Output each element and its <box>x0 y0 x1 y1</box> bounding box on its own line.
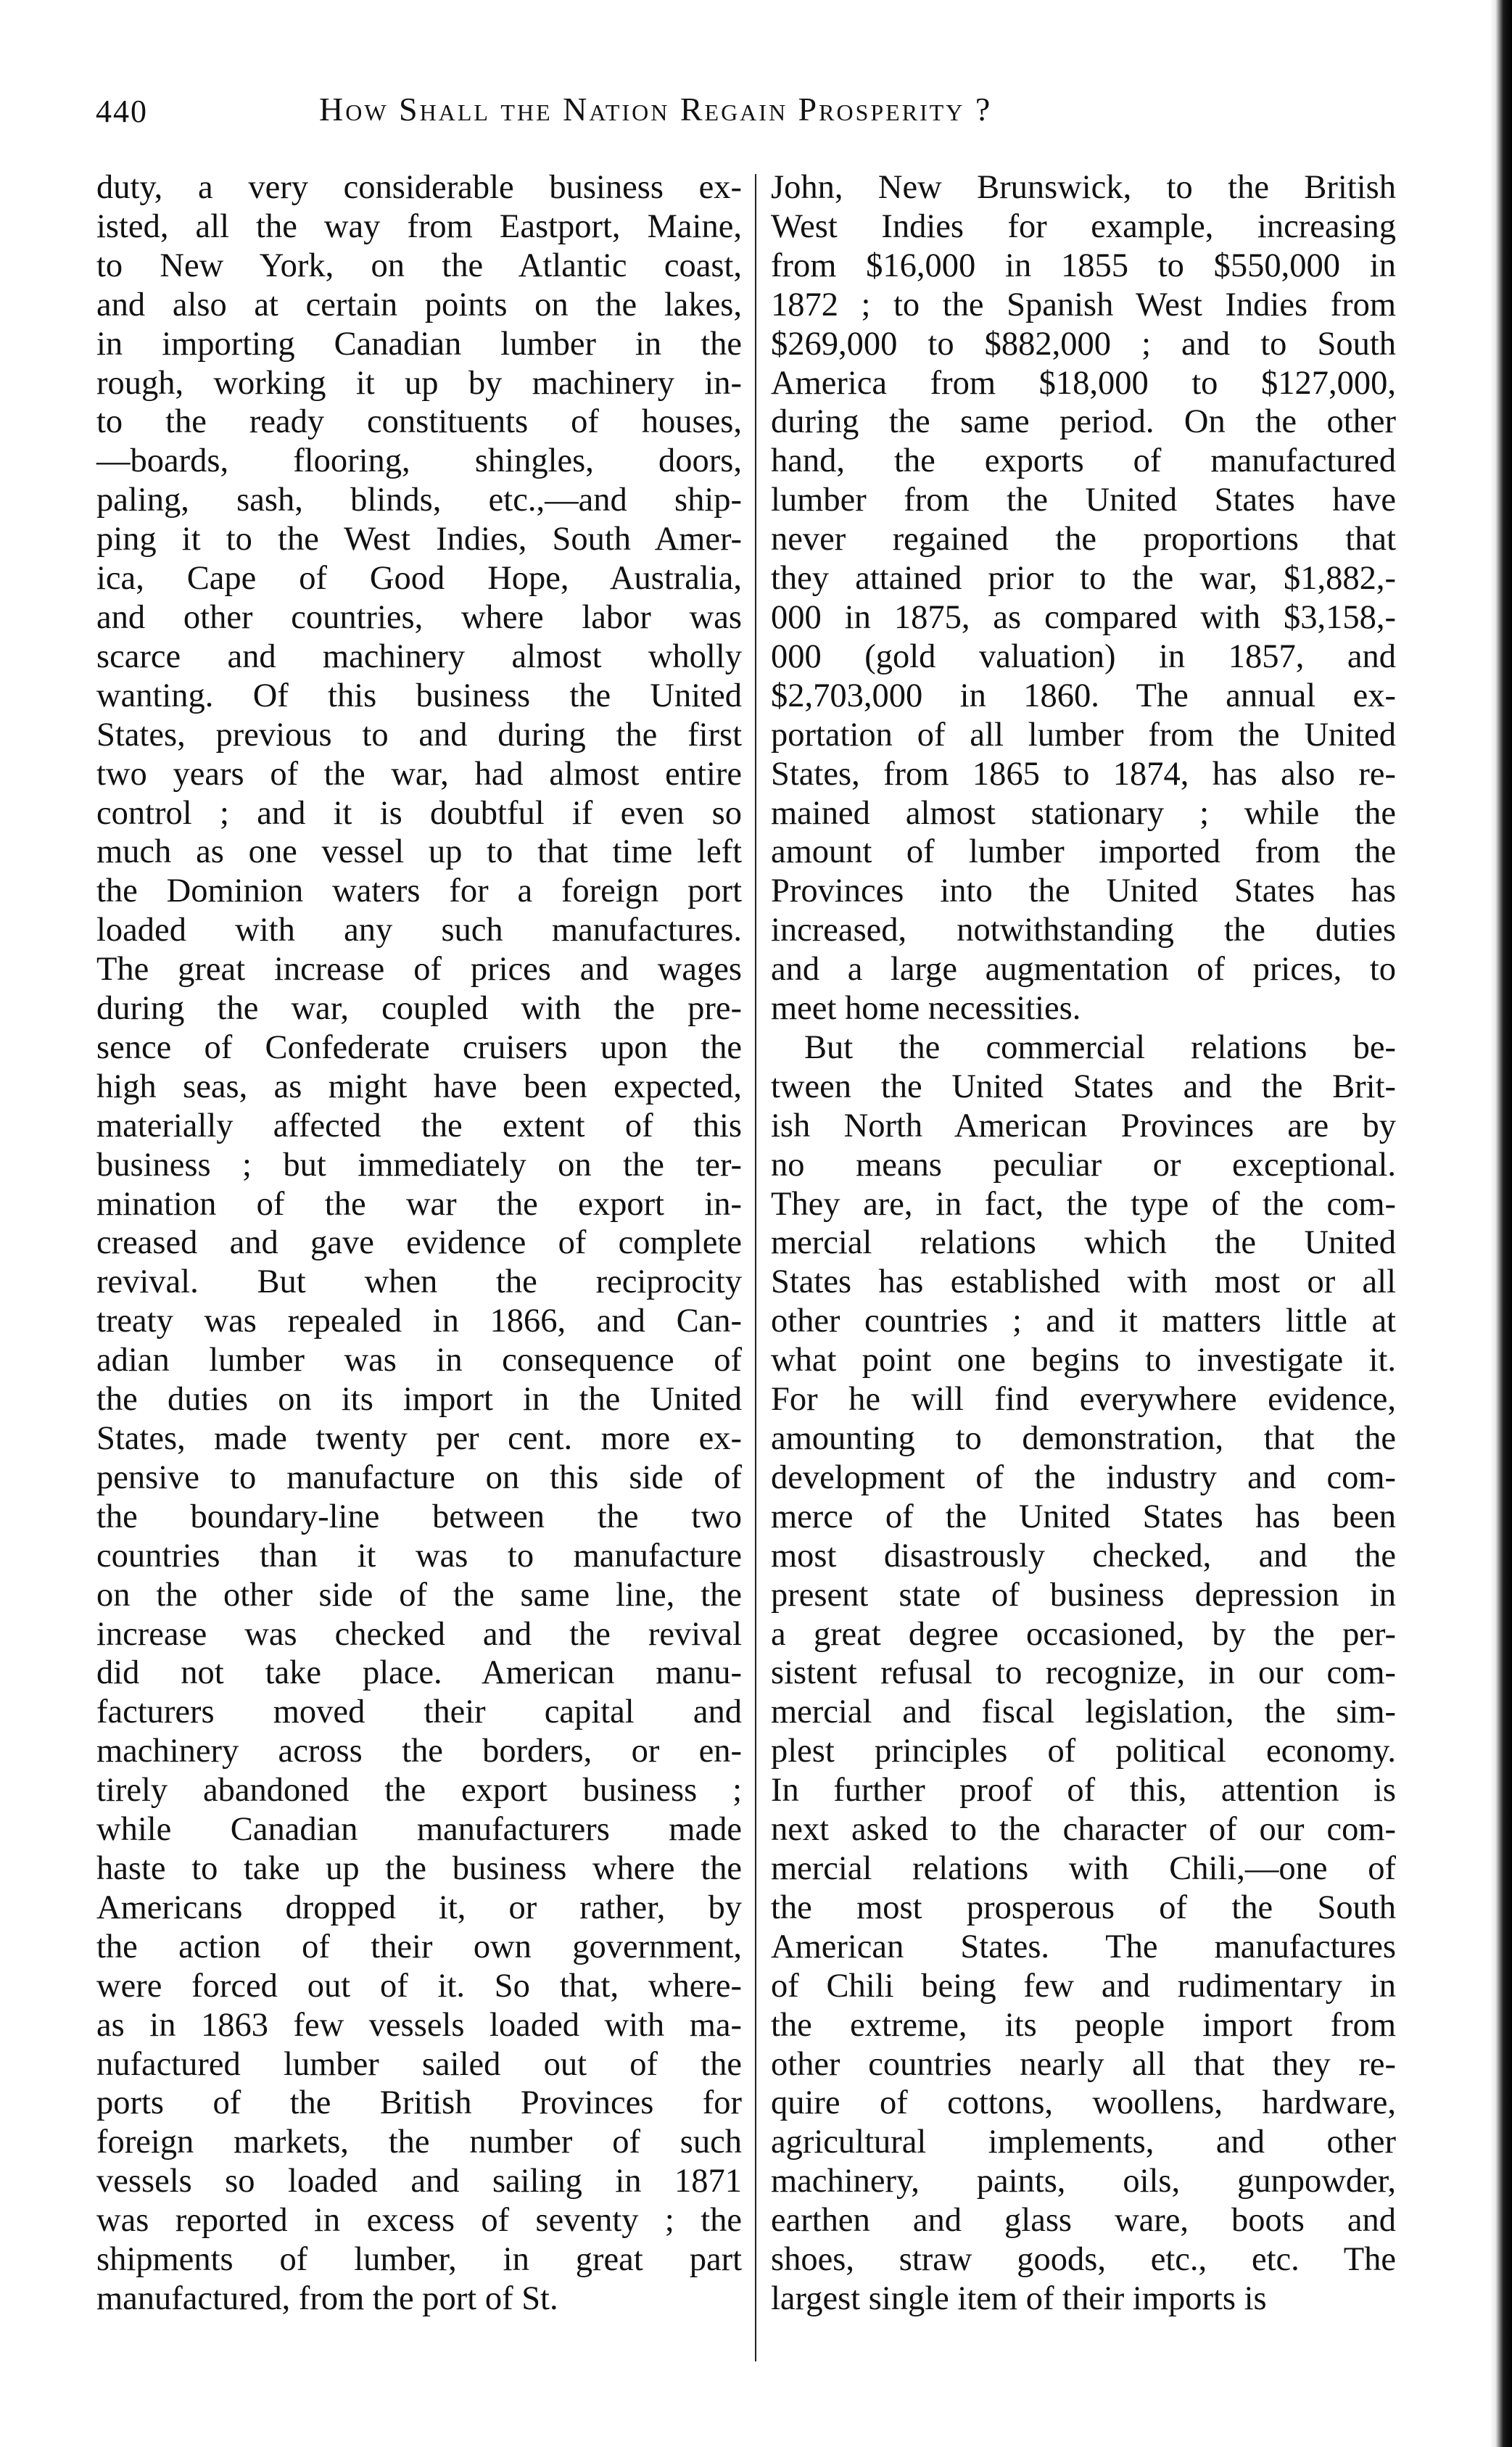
text-line: —boards, flooring, shingles, doors, <box>96 442 742 480</box>
text-line: control ; and it is doubtful if even so <box>96 794 742 832</box>
text-line: Americans dropped it, or rather, by <box>96 1889 742 1926</box>
text-line: to the ready constituents of houses, <box>96 403 742 441</box>
column-divider <box>755 174 756 2361</box>
text-line: increase was checked and the revival <box>96 1615 742 1653</box>
text-line: development of the industry and com- <box>771 1458 1396 1496</box>
text-line: tween the United States and the Brit- <box>771 1068 1396 1105</box>
page-binding-edge <box>1490 0 1512 2447</box>
text-line: shipments of lumber, in great part <box>96 2241 742 2279</box>
text-line: John, New Brunswick, to the British <box>771 169 1396 206</box>
text-line: other countries ; and it matters little at <box>771 1303 1396 1340</box>
text-line: agricultural implements, and other <box>771 2124 1396 2161</box>
text-line: mained almost stationary ; while the <box>771 794 1396 832</box>
text-line: States, previous to and during the first <box>96 716 742 754</box>
text-line: from $16,000 in 1855 to $550,000 in <box>771 247 1396 284</box>
text-line: $269,000 to $882,000 ; and to South <box>771 325 1396 363</box>
text-line: were forced out of it. So that, where- <box>96 1967 742 2005</box>
text-line: pensive to manufacture on this side of <box>96 1458 742 1496</box>
text-line: treaty was repealed in 1866, and Can- <box>96 1303 742 1340</box>
text-line: revival. But when the reciprocity <box>96 1263 742 1301</box>
text-line: loaded with any such manufactures. <box>96 912 742 949</box>
text-line: present state of business depression in <box>771 1576 1396 1614</box>
text-line: facturers moved their capital and <box>96 1693 742 1731</box>
text-line: In further proof of this, attention is <box>771 1772 1396 1810</box>
text-line: American States. The manufactures <box>771 1928 1396 1965</box>
text-line: countries than it was to manufacture <box>96 1537 742 1575</box>
text-line: largest single item of their imports is <box>771 2279 1267 2317</box>
text-line: ish North American Provinces are by <box>771 1107 1396 1144</box>
text-line: ica, Cape of Good Hope, Australia, <box>96 560 742 598</box>
text-line: machinery, paints, oils, gunpowder, <box>771 2163 1396 2200</box>
text-line: mination of the war the export in- <box>96 1185 742 1223</box>
text-line: during the war, coupled with the pre- <box>96 990 742 1028</box>
text-line: mercial relations with Chili,—one of <box>771 1849 1396 1887</box>
text-line: plest principles of political economy. <box>771 1733 1396 1770</box>
text-line: sence of Confederate cruisers upon the <box>96 1028 742 1066</box>
text-line: States, from 1865 to 1874, has also re- <box>771 755 1396 793</box>
text-line: lumber from the United States have <box>771 482 1396 519</box>
text-line: mercial and fiscal legislation, the sim- <box>771 1693 1396 1731</box>
text-line: next asked to the character of our com- <box>771 1811 1396 1849</box>
text-line: amount of lumber imported from the <box>771 833 1396 871</box>
text-line: $2,703,000 in 1860. The annual ex- <box>771 677 1396 714</box>
text-line: the most prosperous of the South <box>771 1889 1396 1926</box>
text-line: vessels so loaded and sailing in 1871 <box>96 2163 742 2200</box>
text-line: increased, notwithstanding the duties <box>771 912 1396 949</box>
text-line: quire of cottons, woollens, hardware, <box>771 2084 1396 2122</box>
text-line: portation of all lumber from the United <box>771 716 1396 754</box>
text-line: adian lumber was in consequence of <box>96 1342 742 1379</box>
text-line: much as one vessel up to that time left <box>96 833 742 871</box>
text-line: materially affected the extent of this <box>96 1107 742 1144</box>
text-line: to New York, on the Atlantic coast, <box>96 247 742 284</box>
text-line: other countries nearly all that they re- <box>771 2045 1396 2083</box>
text-line: isted, all the way from Eastport, Maine, <box>96 207 742 245</box>
text-line: and also at certain points on the lakes, <box>96 286 742 323</box>
text-line: nufactured lumber sailed out of the <box>96 2045 742 2083</box>
text-line: States, made twenty per cent. more ex- <box>96 1420 742 1457</box>
text-line: never regained the proportions that <box>771 521 1396 558</box>
left-text-column <box>96 168 742 2319</box>
text-line: in importing Canadian lumber in the <box>96 325 742 363</box>
text-line: earthen and glass ware, boots and <box>771 2202 1396 2240</box>
text-line: amounting to demonstration, that the <box>771 1420 1396 1457</box>
text-line: while Canadian manufacturers made <box>96 1811 742 1849</box>
text-line: creased and gave evidence of complete <box>96 1224 742 1262</box>
text-line: America from $18,000 to $127,000, <box>771 364 1396 402</box>
text-line: 000 (gold valuation) in 1857, and <box>771 637 1396 675</box>
text-line: and other countries, where labor was <box>96 598 742 636</box>
text-line: the boundary-line between the two <box>96 1498 742 1535</box>
text-line: the Dominion waters for a foreign port <box>96 872 742 910</box>
text-line: rough, working it up by machinery in- <box>96 364 742 402</box>
text-line: the action of their own government, <box>96 1928 742 1965</box>
text-line: on the other side of the same line, the <box>96 1576 742 1614</box>
text-line: 1872 ; to the Spanish West Indies from <box>771 286 1396 323</box>
text-line: scarce and machinery almost wholly <box>96 637 742 675</box>
page-number: 440 <box>96 94 148 129</box>
text-line: was reported in excess of seventy ; the <box>96 2202 742 2240</box>
text-line: two years of the war, had almost entire <box>96 755 742 793</box>
text-line: shoes, straw goods, etc., etc. The <box>771 2241 1396 2279</box>
right-text-column <box>771 168 1396 2319</box>
text-line: meet home necessities. <box>771 990 1081 1028</box>
text-line: as in 1863 few vessels loaded with ma- <box>96 2006 742 2044</box>
text-line: tirely abandoned the export business ; <box>96 1772 742 1810</box>
text-line: mercial relations which the United <box>771 1224 1396 1262</box>
text-line: paling, sash, blinds, etc.,—and ship- <box>96 482 742 519</box>
text-line: and a large augmentation of prices, to <box>771 951 1396 989</box>
text-line: foreign markets, the number of such <box>96 2124 742 2161</box>
text-line: But the commercial relations be- <box>804 1028 1396 1066</box>
text-line: duty, a very considerable business ex- <box>96 169 742 206</box>
text-line: States has established with most or all <box>771 1263 1396 1301</box>
running-head: How Shall the Nation Regain Prosperity ? <box>319 91 993 128</box>
text-line: hand, the exports of manufactured <box>771 442 1396 480</box>
text-line: they attained prior to the war, $1,882,- <box>771 560 1396 598</box>
text-line: ping it to the West Indies, South Amer- <box>96 521 742 558</box>
text-line: For he will find everywhere evidence, <box>771 1381 1396 1419</box>
text-line: 000 in 1875, as compared with $3,158,- <box>771 598 1396 636</box>
text-line: Provinces into the United States has <box>771 872 1396 910</box>
text-line: most disastrously checked, and the <box>771 1537 1396 1575</box>
text-line: what point one begins to investigate it. <box>771 1342 1396 1379</box>
text-line: West Indies for example, increasing <box>771 207 1396 245</box>
text-line: during the same period. On the other <box>771 403 1396 441</box>
text-line: did not take place. American manu- <box>96 1654 742 1692</box>
text-line: the extreme, its people import from <box>771 2006 1396 2044</box>
text-line: They are, in fact, the type of the com- <box>771 1185 1396 1223</box>
text-line: no means peculiar or exceptional. <box>771 1146 1396 1184</box>
text-line: of Chili being few and rudimentary in <box>771 1967 1396 2005</box>
text-line: sistent refusal to recognize, in our com- <box>771 1654 1396 1692</box>
text-line: manufactured, from the port of St. <box>96 2279 558 2317</box>
text-line: a great degree occasioned, by the per- <box>771 1615 1396 1653</box>
text-line: merce of the United States has been <box>771 1498 1396 1535</box>
text-line: haste to take up the business where the <box>96 1849 742 1887</box>
text-line: the duties on its import in the United <box>96 1381 742 1419</box>
text-line: high seas, as might have been expected, <box>96 1068 742 1105</box>
text-line: ports of the British Provinces for <box>96 2084 742 2122</box>
text-line: machinery across the borders, or en- <box>96 1733 742 1770</box>
text-line: The great increase of prices and wages <box>96 951 742 989</box>
text-line: wanting. Of this business the United <box>96 677 742 714</box>
text-line: business ; but immediately on the ter- <box>96 1146 742 1184</box>
